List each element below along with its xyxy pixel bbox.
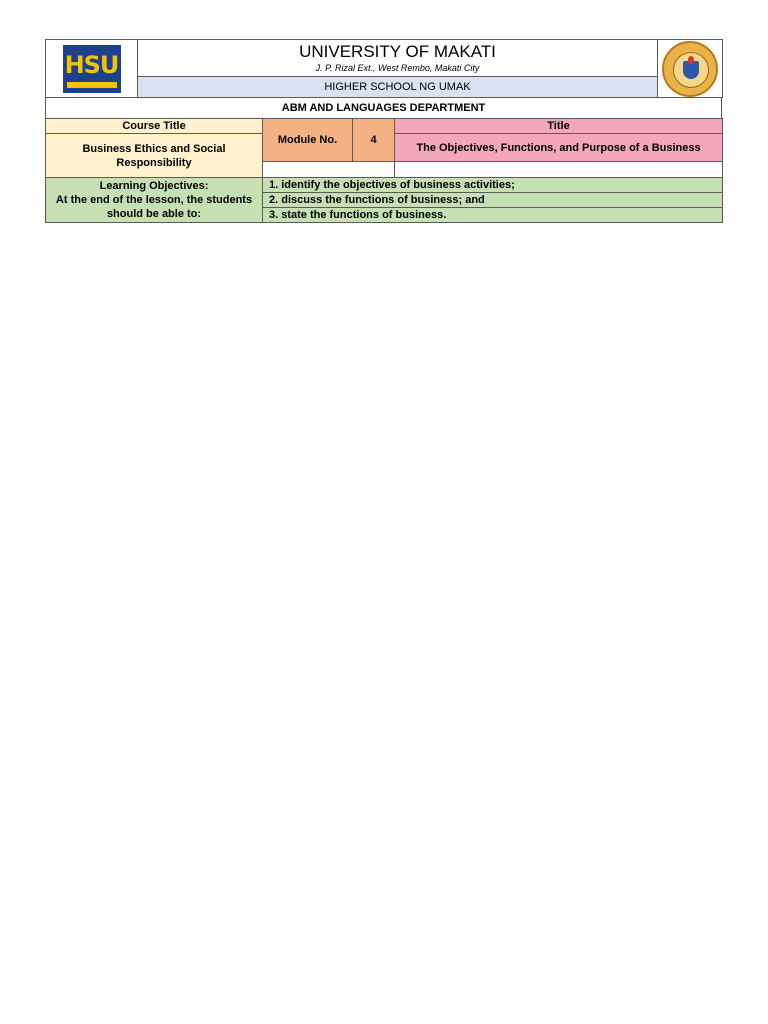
university-header-table <box>45 39 723 98</box>
objective-item: 2. discuss the functions of business; and <box>263 193 723 208</box>
university-seal-icon <box>662 41 718 97</box>
department-name: ABM AND LANGUAGES DEPARTMENT <box>46 98 722 119</box>
hsu-logo-icon: HSU <box>63 45 121 93</box>
objective-item: 3. state the functions of business. <box>263 208 723 223</box>
module-number-blank <box>263 162 395 178</box>
department-table <box>45 97 722 119</box>
university-address: J. P. Rizal Ext., West Rembo, Makati City <box>315 63 480 73</box>
university-name: UNIVERSITY OF MAKATI <box>299 42 496 61</box>
module-info-table <box>45 118 723 178</box>
module-number-value: 4 <box>353 119 395 162</box>
seal-logo-cell <box>658 40 723 98</box>
hsu-logo-cell <box>46 40 138 98</box>
course-title-value: Business Ethics and Social Responsibility <box>46 134 263 178</box>
objective-item: 1. identify the objectives of business activities; <box>263 178 723 193</box>
course-title-label: Course Title <box>46 119 263 134</box>
module-number-label: Module No. <box>263 119 353 162</box>
school-name: HIGHER SCHOOL NG UMAK <box>138 77 658 98</box>
module-title-label: Title <box>395 119 723 134</box>
learning-objectives-intro: At the end of the lesson, the students should be able to: <box>55 194 253 220</box>
module-title-blank <box>395 162 723 178</box>
university-name-cell <box>138 40 658 77</box>
module-title-value: The Objectives, Functions, and Purpose of a Business <box>395 134 723 162</box>
learning-objectives-heading <box>46 178 263 223</box>
learning-objectives-label: Learning Objectives: <box>99 180 209 192</box>
learning-objectives-table <box>45 177 723 223</box>
module-header-document <box>45 39 722 223</box>
